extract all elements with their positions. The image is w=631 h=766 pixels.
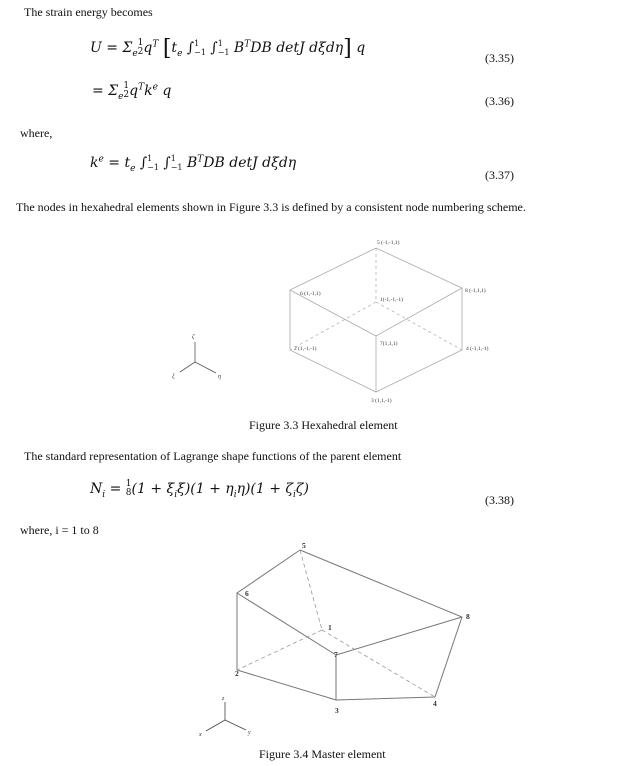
master-node-1: 1	[328, 623, 332, 632]
node-label-2: 2 (1,-1,-1)	[294, 346, 317, 352]
node-label-4: 4 (-1,1,-1)	[466, 346, 489, 352]
equation-number-3-38: (3.38)	[485, 493, 514, 507]
master-axes-icon	[206, 702, 246, 731]
figure-3-3-caption: Figure 3.3 Hexahedral element	[249, 418, 398, 432]
equation-3-35: $U = \Sigma_e1$ $2q^T$ [$t_e$ ∫1 −1 ∫1 −1 $B^TDB$ detJ dξdη] q	[90, 36, 366, 61]
equation-3-36: = $\Sigma_e1$ $2q^Tk^e$ q	[92, 81, 172, 102]
master-node-4: 4	[433, 699, 437, 708]
equation-number-3-35: (3.35)	[485, 51, 514, 65]
master-node-6: 6	[245, 589, 249, 598]
master-node-8: 8	[466, 612, 470, 621]
equation-3-38: $N_i = 1$ $8(1 + \xi_i\xi)(1 + \eta_i\eta)(1 + \zeta_i\zeta)$	[90, 479, 309, 500]
node-label-1: 1(-1,-1,-1)	[380, 297, 403, 303]
node-label-3: 3 (1,1,-1)	[371, 398, 392, 404]
lagrange-sentence: The standard representation of Lagrange shape functions of the parent element	[24, 449, 402, 463]
node-label-8: 8 (-1,1,1)	[465, 288, 486, 294]
master-node-7: 7	[334, 650, 338, 659]
equation-number-3-37: (3.37)	[485, 168, 514, 182]
master-node-3: 3	[335, 706, 339, 715]
node-label-7: 7(1,1,1)	[380, 341, 398, 347]
node-label-6: 6 (1,-1,1)	[300, 291, 321, 297]
axis-label-z: z	[222, 696, 225, 702]
where-label-2: where, i = 1 to 8	[20, 523, 99, 537]
nodes-sentence: The nodes in hexahedral elements shown in Figure 3.3 is defined by a consistent node numbering scheme.	[16, 200, 526, 214]
axis-label-zeta: ζ	[192, 334, 195, 340]
axis-label-x: x	[199, 732, 202, 738]
equation-number-3-36: (3.36)	[485, 94, 514, 108]
axis-label-eta: η	[218, 374, 221, 380]
master-node-2: 2	[235, 669, 239, 678]
axis-label-xi: ξ	[172, 374, 175, 380]
axis-label-y: y	[248, 730, 251, 736]
master-node-5: 5	[302, 541, 306, 550]
node-label-5: 5 (-1,-1,1)	[377, 240, 400, 246]
intro-text: The strain energy becomes	[24, 5, 153, 19]
where-label-1: where,	[20, 126, 53, 140]
figure-3-4-caption: Figure 3.4 Master element	[259, 747, 386, 761]
equation-3-37: $k^e = t_e$ ∫1 −1 ∫1 −1 $B^TDB$ detJ dξdη	[90, 154, 297, 174]
